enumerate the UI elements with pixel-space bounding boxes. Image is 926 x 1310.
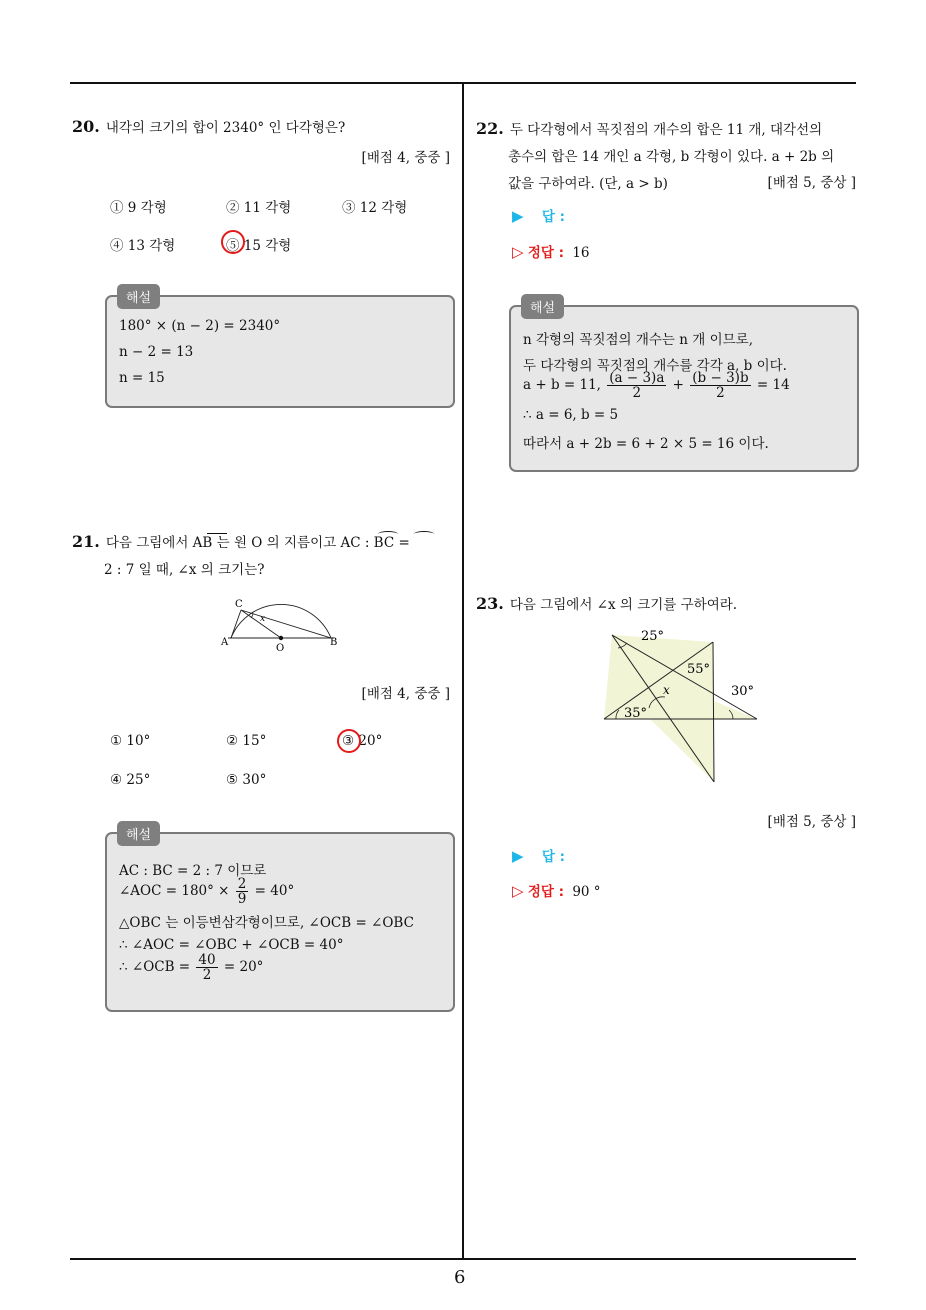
arc-bc [414, 531, 434, 537]
overline-ab [207, 533, 227, 534]
explanation-line: AC : BC = 2 : 7 이므로 [119, 863, 267, 879]
question-text: 다음 그림에서 AB 는 원 O 의 지름이고 AC : BC = [105, 535, 410, 551]
denominator: 9 [237, 891, 247, 907]
angle-left-label: 35° [624, 706, 648, 721]
numerator: 40 [198, 952, 216, 968]
angle-mid-label: 55° [687, 662, 711, 677]
label-a: A [221, 637, 229, 648]
question-text-cont: 값을 구하여라. (단, a > b) [508, 176, 668, 192]
question-20 [72, 113, 452, 142]
question-number: 20. [72, 117, 100, 136]
question-text: 두 다각형에서 꼭짓점의 개수의 합은 11 개, 대각선의 [509, 122, 823, 138]
denominator: 2 [716, 385, 725, 401]
label-x: x [260, 614, 266, 624]
fraction [690, 371, 750, 400]
expl-text: = 40° [254, 883, 295, 899]
label-b: B [330, 637, 338, 648]
explanation-line: ∴ a = 6, b = 5 [523, 407, 619, 423]
question-meta: [배점 4, 중중 ] [361, 150, 450, 166]
answer-row [512, 205, 565, 225]
question-meta: [배점 5, 중상 ] [767, 175, 856, 191]
question-number: 21. [72, 532, 100, 551]
choice-3[interactable]: ③ 12 각형 [342, 200, 408, 216]
choice-5[interactable]: ⑤ 15 각형 [226, 238, 292, 254]
answer-label: 답 : [541, 209, 565, 225]
explanation-line: 따라서 a + 2b = 6 + 2 × 5 = 16 이다. [523, 436, 769, 452]
choice-3[interactable]: ③ 20° [342, 733, 383, 749]
numerator: (b − 3)b [692, 370, 749, 386]
numerator: 2 [237, 876, 247, 892]
correct-label: 정답 : [527, 245, 565, 261]
correct-value: 16 [572, 245, 590, 261]
correct-label: 정답 : [527, 884, 565, 900]
outline-arrow-icon: ▷ [512, 882, 524, 900]
outline-arrow-icon: ▷ [512, 243, 524, 261]
fraction [236, 877, 249, 906]
semicircle-figure [218, 590, 344, 656]
explanation-line: n 각형의 꼭짓점의 개수는 n 개 이므로, [523, 332, 754, 348]
choice-2[interactable]: ② 11 각형 [226, 200, 292, 216]
expl-text: a + b = 11, [523, 377, 601, 393]
play-arrow-icon: ▶ [512, 847, 524, 865]
explanation-line [119, 953, 263, 982]
choice-2[interactable]: ② 15° [226, 733, 267, 749]
question-text-cont: 총수의 합은 14 개인 a 각형, b 각형이 있다. a + 2b 의 [508, 149, 835, 165]
answer-label: 답 : [541, 849, 565, 865]
numerator: (a − 3)a [609, 370, 665, 386]
bottom-rule [70, 1258, 856, 1260]
explanation-line: △OBC 는 이등변삼각형이므로, ∠OCB = ∠OBC [119, 915, 414, 931]
page-number: 6 [454, 1267, 466, 1288]
explanation-line [523, 371, 790, 400]
explanation-tag: 해설 [117, 821, 160, 846]
column-divider [462, 82, 464, 1260]
expl-text: ∠AOC = 180° × [119, 883, 230, 899]
choice-1[interactable]: ① 9 각형 [110, 200, 167, 216]
explanation-line [119, 877, 294, 906]
question-21 [72, 528, 458, 584]
angle-top-label: 25° [641, 629, 665, 644]
explanation-line: 180° × (n − 2) = 2340° [119, 318, 281, 334]
question-meta: [배점 5, 중상 ] [767, 814, 856, 830]
explanation-line: 두 다각형의 꼭짓점의 개수를 각각 a, b 이다. [523, 358, 787, 374]
arc-ac [378, 531, 398, 537]
explanation-tag: 해설 [117, 284, 160, 309]
answer-circle-mark [221, 230, 245, 254]
expl-text: + [672, 377, 684, 393]
choice-4[interactable]: ④ 13 각형 [110, 238, 176, 254]
explanation-line: n − 2 = 13 [119, 344, 194, 360]
explanation-box [105, 832, 455, 1012]
answer-circle-mark [337, 729, 361, 753]
question-text: 내각의 크기의 합이 2340° 인 다각형은? [105, 120, 346, 136]
expl-text: = 14 [756, 377, 790, 393]
explanation-box [509, 305, 859, 472]
question-number: 23. [476, 594, 504, 613]
explanation-line: n = 15 [119, 370, 165, 386]
denominator: 2 [632, 385, 642, 401]
label-o: O [276, 643, 285, 654]
angle-x-label: x [663, 683, 670, 697]
question-meta: [배점 4, 중중 ] [361, 686, 450, 702]
answer-row [512, 845, 565, 865]
correct-answer-row [512, 241, 590, 261]
denominator: 2 [202, 967, 212, 983]
label-c: C [235, 599, 243, 610]
play-arrow-icon: ▶ [512, 207, 524, 225]
question-number: 22. [476, 119, 504, 138]
choice-5[interactable]: ⑤ 30° [226, 772, 267, 788]
explanation-tag: 해설 [521, 294, 564, 319]
angle-right-label: 30° [731, 684, 755, 699]
question-23 [476, 590, 860, 619]
question-text: 다음 그림에서 ∠x 의 크기를 구하여라. [509, 597, 738, 613]
correct-answer-row [512, 880, 601, 900]
expl-text: = 20° [223, 959, 264, 975]
choice-1[interactable]: ① 10° [110, 733, 151, 749]
fraction [607, 371, 666, 400]
correct-value: 90 ° [572, 884, 601, 900]
explanation-line: ∴ ∠AOC = ∠OBC + ∠OCB = 40° [119, 937, 344, 953]
choice-4[interactable]: ④ 25° [110, 772, 151, 788]
question-text-cont: 2 : 7 일 때, ∠x 의 크기는? [104, 562, 265, 578]
fraction [196, 953, 217, 982]
expl-text: ∴ ∠OCB = [119, 959, 191, 975]
star-figure [596, 620, 766, 790]
explanation-box [105, 295, 455, 408]
